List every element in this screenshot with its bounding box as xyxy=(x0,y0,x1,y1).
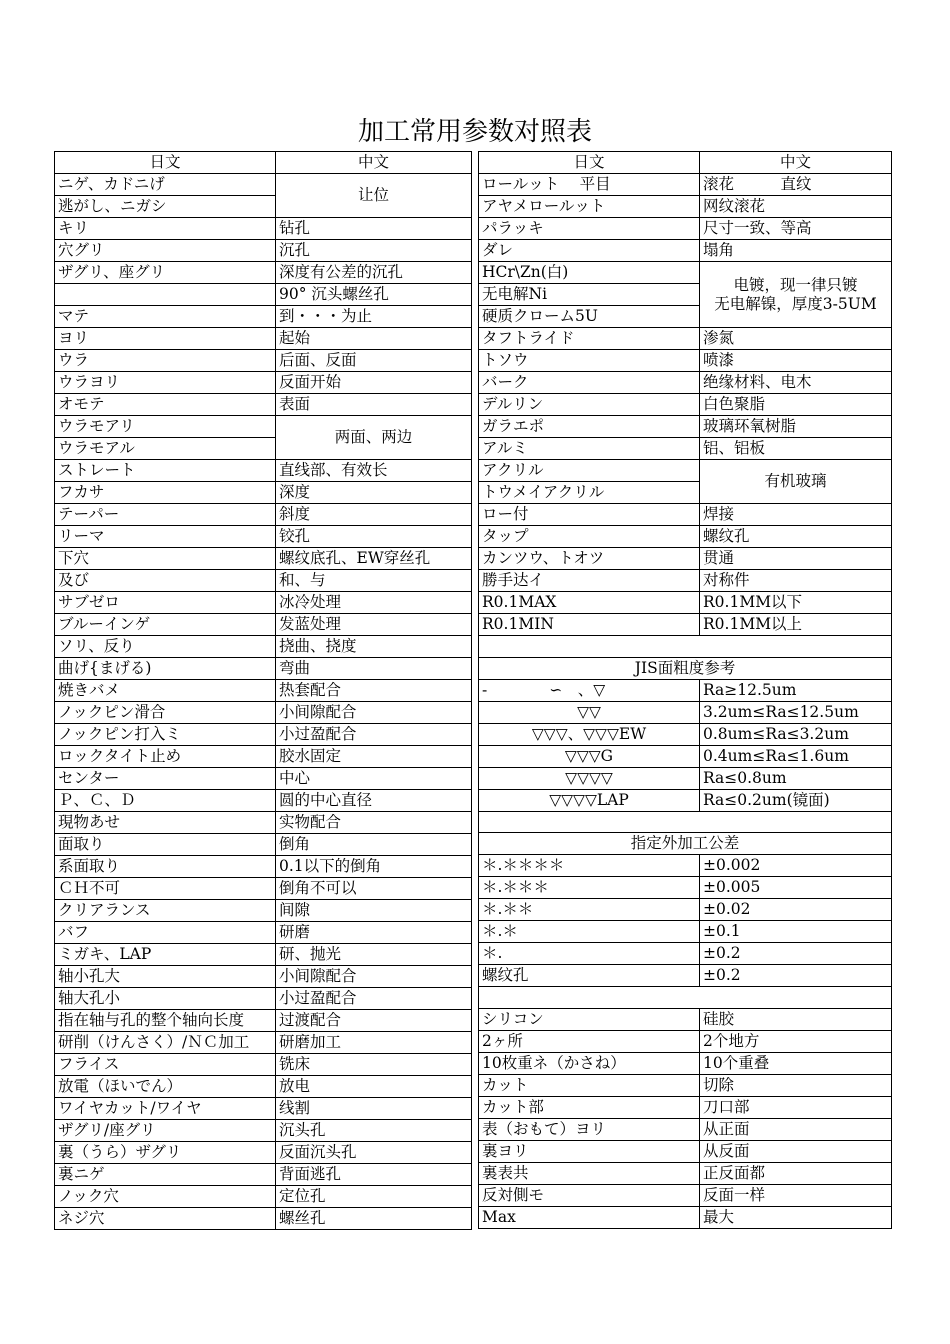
table-row xyxy=(479,174,892,196)
cn-term-cell: 铝、铝板 xyxy=(700,438,892,460)
table-row xyxy=(55,1120,472,1142)
cn-term-cell: 线割 xyxy=(276,1098,472,1120)
cn-term-cell: 过渡配合 xyxy=(276,1010,472,1032)
tolerance-value-cell: ±0.005 xyxy=(700,877,892,899)
cn-term-cell: 发蓝处理 xyxy=(276,614,472,636)
cn-term-cell: 滚花 直纹 xyxy=(700,174,892,196)
jp-term-cell: バフ xyxy=(55,922,276,944)
cn-term-cell: 背面逃孔 xyxy=(276,1164,472,1186)
table-row xyxy=(55,350,472,372)
cn-term-cell: 刀口部 xyxy=(700,1097,892,1119)
cn-term-cell: 到・・・为止 xyxy=(276,306,472,328)
cn-term-cell: 倒角不可以 xyxy=(276,878,472,900)
spacer-row xyxy=(479,987,892,1009)
table-row xyxy=(55,394,472,416)
cn-term-cell: 热套配合 xyxy=(276,680,472,702)
table-row xyxy=(479,394,892,416)
table-row xyxy=(479,460,892,482)
tolerance-row xyxy=(479,965,892,987)
cn-term-cell: 切除 xyxy=(700,1075,892,1097)
cn-term-cell: 沉头孔 xyxy=(276,1120,472,1142)
tolerance-row xyxy=(479,877,892,899)
jp-term-cell: ブルーインゲ xyxy=(55,614,276,636)
cn-term-cell: 从反面 xyxy=(700,1141,892,1163)
jp-term-cell: ダレ xyxy=(479,240,700,262)
jp-term-cell: リーマ xyxy=(55,526,276,548)
cn-term-cell: 中心 xyxy=(276,768,472,790)
jp-term-cell: ニゲ、カドニげ xyxy=(55,174,276,196)
jp-term-cell: 現物あせ xyxy=(55,812,276,834)
table-row xyxy=(479,614,892,636)
table-row xyxy=(479,570,892,592)
cn-term-cell: 让位 xyxy=(276,174,472,218)
table-row xyxy=(55,504,472,526)
table-row xyxy=(55,900,472,922)
table-row xyxy=(55,702,472,724)
table-row xyxy=(55,482,472,504)
table-row xyxy=(55,1032,472,1054)
empty-cell xyxy=(479,987,892,1009)
jp-term-cell: フライス xyxy=(55,1054,276,1076)
table-row xyxy=(479,1141,892,1163)
jp-term-cell: キリ xyxy=(55,218,276,240)
table-row xyxy=(479,1097,892,1119)
jp-term-cell: ストレート xyxy=(55,460,276,482)
cn-term-cell: 两面、两边 xyxy=(276,416,472,460)
jp-term-cell: シリコン xyxy=(479,1009,700,1031)
empty-cell xyxy=(479,811,892,833)
cn-term-cell: 铰孔 xyxy=(276,526,472,548)
jp-term-cell: テーパー xyxy=(55,504,276,526)
table-row xyxy=(55,1054,472,1076)
jp-term-cell: 裏表共 xyxy=(479,1163,700,1185)
roughness-row xyxy=(479,767,892,789)
jp-term-cell: ザグリ、座グリ xyxy=(55,262,276,284)
jp-term-cell: 裏（うら）ザグリ xyxy=(55,1142,276,1164)
jp-term-cell: 反対側モ xyxy=(479,1185,700,1207)
table-row xyxy=(55,240,472,262)
jp-term-cell: 逃がし、ニガシ xyxy=(55,196,276,218)
section-title-row xyxy=(479,657,892,679)
jp-term-cell: HCr\Zn(白) xyxy=(479,262,700,284)
table-row xyxy=(55,878,472,900)
table-row xyxy=(55,790,472,812)
jp-term-cell: ノック穴 xyxy=(55,1186,276,1208)
cn-term-cell: 直线部、有效长 xyxy=(276,460,472,482)
table-row xyxy=(55,680,472,702)
jp-term-cell: ウラ xyxy=(55,350,276,372)
tolerance-row xyxy=(479,899,892,921)
table-row xyxy=(55,1076,472,1098)
table-row xyxy=(55,262,472,284)
header-row xyxy=(55,152,472,174)
table-row xyxy=(55,1010,472,1032)
cn-term-cell: 贯通 xyxy=(700,548,892,570)
jp-term-cell: 表（おもて）ヨリ xyxy=(479,1119,700,1141)
cn-term-cell: 最大 xyxy=(700,1207,892,1229)
table-row xyxy=(55,812,472,834)
cn-term-cell: 冰冷处理 xyxy=(276,592,472,614)
jp-term-cell: タップ xyxy=(479,526,700,548)
table-row xyxy=(479,1031,892,1053)
jp-term-cell: 研削（けんさく）/ＮＣ加工 xyxy=(55,1032,276,1054)
jp-term-cell: 裏ニゲ xyxy=(55,1164,276,1186)
roughness-value-cell: 3.2um≤Ra≤12.5um xyxy=(700,701,892,723)
cn-term-cell: 2个地方 xyxy=(700,1031,892,1053)
jp-term-cell: ノックピン打入ミ xyxy=(55,724,276,746)
jp-term-cell: オモテ xyxy=(55,394,276,416)
jp-term-cell: 面取り xyxy=(55,834,276,856)
column-header-cn: 中文 xyxy=(700,152,892,174)
jp-term-cell: アルミ xyxy=(479,438,700,460)
cn-term-cell: 倒角 xyxy=(276,834,472,856)
jp-term-cell: フカサ xyxy=(55,482,276,504)
jp-term-cell: トウメイアクリル xyxy=(479,482,700,504)
table-row xyxy=(55,1142,472,1164)
table-row xyxy=(479,438,892,460)
jp-term-cell: R0.1MIN xyxy=(479,614,700,636)
roughness-title: JIS面粗度参考 xyxy=(479,657,892,679)
table-row xyxy=(55,856,472,878)
cn-term-cell: 后面、反面 xyxy=(276,350,472,372)
cn-term-cell: 圆的中心直径 xyxy=(276,790,472,812)
cn-term-cell: 10个重叠 xyxy=(700,1053,892,1075)
tolerance-value-cell: ±0.1 xyxy=(700,921,892,943)
right-table xyxy=(478,151,892,1229)
cn-term-cell: 0.1以下的倒角 xyxy=(276,856,472,878)
cn-term-cell: 喷漆 xyxy=(700,350,892,372)
column-header-jp: 日文 xyxy=(479,152,700,174)
jp-term-cell: R0.1MAX xyxy=(479,592,700,614)
roughness-value-cell: Ra≥12.5um xyxy=(700,679,892,701)
jp-term-cell: バーク xyxy=(479,372,700,394)
cn-term-cell: 间隙 xyxy=(276,900,472,922)
table-row xyxy=(55,372,472,394)
cn-term-cell: 钻孔 xyxy=(276,218,472,240)
table-row xyxy=(55,592,472,614)
table-row xyxy=(479,350,892,372)
tolerance-value-cell: ±0.2 xyxy=(700,943,892,965)
cn-term-cell: 胶水固定 xyxy=(276,746,472,768)
jp-term-cell: 裏ヨリ xyxy=(479,1141,700,1163)
roughness-symbol-cell: ▽▽▽、▽▽▽EW xyxy=(479,723,700,745)
roughness-value-cell: Ra≤0.8um xyxy=(700,767,892,789)
jp-term-cell: ノックピン滑合 xyxy=(55,702,276,724)
cn-term-cell: 深度有公差的沉孔 xyxy=(276,262,472,284)
cn-term-cell: 从正面 xyxy=(700,1119,892,1141)
table-row xyxy=(479,262,892,284)
tolerance-title: 指定外加工公差 xyxy=(479,833,892,855)
table-row xyxy=(55,988,472,1010)
table-row xyxy=(479,240,892,262)
jp-term-cell: トソウ xyxy=(479,350,700,372)
jp-term-cell: ウラモアリ xyxy=(55,416,276,438)
cn-term-cell: 反面沉头孔 xyxy=(276,1142,472,1164)
jp-term-cell: マテ xyxy=(55,306,276,328)
jp-term-cell: ソリ、反り xyxy=(55,636,276,658)
roughness-row xyxy=(479,701,892,723)
column-header-cn: 中文 xyxy=(276,152,472,174)
cn-term-cell: 研磨加工 xyxy=(276,1032,472,1054)
tolerance-value-cell: ±0.2 xyxy=(700,965,892,987)
cn-term-cell: 硅胶 xyxy=(700,1009,892,1031)
table-row xyxy=(479,416,892,438)
table-row xyxy=(55,636,472,658)
cn-term-cell: 网纹滚花 xyxy=(700,196,892,218)
cn-term-cell: 玻璃环氧树脂 xyxy=(700,416,892,438)
cn-term-cell: 反面一样 xyxy=(700,1185,892,1207)
table-row xyxy=(479,504,892,526)
cn-term-cell: 挠曲、挠度 xyxy=(276,636,472,658)
table-row xyxy=(55,328,472,350)
table-row xyxy=(55,174,472,196)
table-row xyxy=(55,834,472,856)
table-row xyxy=(55,614,472,636)
cn-term-cell: R0.1MM以下 xyxy=(700,592,892,614)
tolerance-format-cell: ＊. xyxy=(479,943,700,965)
jp-term-cell: ワイヤカット/ワイヤ xyxy=(55,1098,276,1120)
table-row xyxy=(55,416,472,438)
jp-term-cell: ミガキ、LAP xyxy=(55,944,276,966)
cn-term-cell: 小过盈配合 xyxy=(276,988,472,1010)
table-row xyxy=(55,922,472,944)
jp-term-cell: 曲げ{まげる) xyxy=(55,658,276,680)
table-row xyxy=(479,1009,892,1031)
jp-term-cell: カンツウ、トオツ xyxy=(479,548,700,570)
jp-term-cell: タフトライド xyxy=(479,328,700,350)
jp-term-cell: アヤメロールット xyxy=(479,196,700,218)
table-row xyxy=(479,218,892,240)
cn-term-cell: 弯曲 xyxy=(276,658,472,680)
tolerance-format-cell: ＊.＊＊ xyxy=(479,899,700,921)
table-row xyxy=(55,460,472,482)
left-table xyxy=(54,151,472,1230)
tolerance-format-cell: 螺纹孔 xyxy=(479,965,700,987)
roughness-row xyxy=(479,679,892,701)
cn-term-cell: 和、与 xyxy=(276,570,472,592)
cn-term-cell: 沉孔 xyxy=(276,240,472,262)
table-row xyxy=(55,746,472,768)
page-title: 加工常用参数对照表 xyxy=(357,117,592,147)
table-row xyxy=(479,1185,892,1207)
table-row xyxy=(55,724,472,746)
table-row xyxy=(479,526,892,548)
table-row xyxy=(479,1053,892,1075)
table-row xyxy=(479,1163,892,1185)
cn-term-cell: 研磨 xyxy=(276,922,472,944)
jp-term-cell: 放電（ほいでん） xyxy=(55,1076,276,1098)
jp-term-cell: ウラモアル xyxy=(55,438,276,460)
cn-term-cell: 表面 xyxy=(276,394,472,416)
roughness-row xyxy=(479,789,892,811)
cn-term-cell: R0.1MM以上 xyxy=(700,614,892,636)
roughness-row xyxy=(479,723,892,745)
jp-term-cell: パラッキ xyxy=(479,218,700,240)
jp-term-cell: ロールット 平目 xyxy=(479,174,700,196)
jp-term-cell: 及び xyxy=(55,570,276,592)
cn-term-cell: 实物配合 xyxy=(276,812,472,834)
table-row xyxy=(479,328,892,350)
table-row xyxy=(55,1186,472,1208)
jp-term-cell: 下穴 xyxy=(55,548,276,570)
table-row xyxy=(55,218,472,240)
empty-cell xyxy=(479,636,892,658)
jp-term-cell: デルリン xyxy=(479,394,700,416)
cn-term-cell: 正反面都 xyxy=(700,1163,892,1185)
jp-term-cell: 轴大孔小 xyxy=(55,988,276,1010)
spacer-row xyxy=(479,636,892,658)
tolerance-format-cell: ＊.＊＊＊＊ xyxy=(479,855,700,877)
section-title-row xyxy=(479,833,892,855)
jp-term-cell: ロー付 xyxy=(479,504,700,526)
table-row xyxy=(479,372,892,394)
jp-term-cell: 无电解Ni xyxy=(479,284,700,306)
table-row xyxy=(55,526,472,548)
jp-term-cell: ネジ穴 xyxy=(55,1208,276,1230)
table-row xyxy=(55,1098,472,1120)
cn-term-cell: 焊接 xyxy=(700,504,892,526)
cn-term-cell: 对称件 xyxy=(700,570,892,592)
table-row xyxy=(55,658,472,680)
roughness-symbol-cell: ▽▽▽▽LAP xyxy=(479,789,700,811)
cn-term-cell: 有机玻璃 xyxy=(700,460,892,504)
roughness-row xyxy=(479,745,892,767)
jp-term-cell: ウラヨリ xyxy=(55,372,276,394)
table-row xyxy=(479,548,892,570)
table-row xyxy=(479,1119,892,1141)
cn-term-cell: 研、抛光 xyxy=(276,944,472,966)
jp-term-cell: センター xyxy=(55,768,276,790)
table-row xyxy=(55,548,472,570)
cn-term-cell: 小间隙配合 xyxy=(276,702,472,724)
table-row xyxy=(479,592,892,614)
table-row xyxy=(55,284,472,306)
cn-term-cell: 起始 xyxy=(276,328,472,350)
jp-term-cell: ヨリ xyxy=(55,328,276,350)
cn-term-cell: 小过盈配合 xyxy=(276,724,472,746)
cn-term-cell: 电镀，现一律只镀 无电解镍，厚度3-5UM xyxy=(700,262,892,328)
table-row xyxy=(55,570,472,592)
table-row xyxy=(55,306,472,328)
cn-term-cell: 90° 沉头螺丝孔 xyxy=(276,284,472,306)
tolerance-row xyxy=(479,921,892,943)
table-row xyxy=(55,966,472,988)
header-row xyxy=(479,152,892,174)
table-row xyxy=(479,196,892,218)
jp-term-cell: 穴グリ xyxy=(55,240,276,262)
cn-term-cell: 白色聚脂 xyxy=(700,394,892,416)
table-row xyxy=(55,944,472,966)
cn-term-cell: 放电 xyxy=(276,1076,472,1098)
table-row xyxy=(55,1164,472,1186)
jp-term-cell: ザグリ/座グリ xyxy=(55,1120,276,1142)
cn-term-cell: 螺丝孔 xyxy=(276,1208,472,1230)
tolerance-value-cell: ±0.002 xyxy=(700,855,892,877)
roughness-symbol-cell: ▽▽▽G xyxy=(479,745,700,767)
jp-term-cell: カット xyxy=(479,1075,700,1097)
roughness-symbol-cell: - ∽ 、▽ xyxy=(479,679,700,701)
jp-term-cell: 勝手达イ xyxy=(479,570,700,592)
jp-term-cell: 轴小孔大 xyxy=(55,966,276,988)
cn-term-cell: 渗氮 xyxy=(700,328,892,350)
tolerance-format-cell: ＊.＊＊＊ xyxy=(479,877,700,899)
roughness-symbol-cell: ▽▽▽▽ xyxy=(479,767,700,789)
tolerance-row xyxy=(479,943,892,965)
jp-term-cell: 系面取り xyxy=(55,856,276,878)
cn-term-cell: 尺寸一致、等高 xyxy=(700,218,892,240)
cn-term-cell: 定位孔 xyxy=(276,1186,472,1208)
roughness-symbol-cell: ▽▽ xyxy=(479,701,700,723)
tolerance-format-cell: ＊.＊ xyxy=(479,921,700,943)
spacer-row xyxy=(479,811,892,833)
cn-term-cell: 斜度 xyxy=(276,504,472,526)
jp-term-cell: 10枚重ネ（かさね） xyxy=(479,1053,700,1075)
cn-term-cell: 反面开始 xyxy=(276,372,472,394)
jp-term-cell: ガラエポ xyxy=(479,416,700,438)
jp-term-cell: サブゼロ xyxy=(55,592,276,614)
roughness-value-cell: 0.8um≤Ra≤3.2um xyxy=(700,723,892,745)
tolerance-value-cell: ±0.02 xyxy=(700,899,892,921)
table-row xyxy=(55,1208,472,1230)
jp-term-cell: アクリル xyxy=(479,460,700,482)
jp-term-cell: 指在轴与孔的整个轴向长度 xyxy=(55,1010,276,1032)
tolerance-row xyxy=(479,855,892,877)
jp-term-cell xyxy=(55,284,276,306)
cn-term-cell: 螺纹底孔、EW穿丝孔 xyxy=(276,548,472,570)
cn-term-cell: 塌角 xyxy=(700,240,892,262)
cn-term-cell: 绝缘材料、电木 xyxy=(700,372,892,394)
roughness-value-cell: 0.4um≤Ra≤1.6um xyxy=(700,745,892,767)
table-row xyxy=(55,768,472,790)
cn-term-cell: 铣床 xyxy=(276,1054,472,1076)
table-row xyxy=(479,1075,892,1097)
cn-term-cell: 深度 xyxy=(276,482,472,504)
jp-term-cell: Ｐ、Ｃ、Ｄ xyxy=(55,790,276,812)
jp-term-cell: カット部 xyxy=(479,1097,700,1119)
jp-term-cell: 硬质クローム5U xyxy=(479,306,700,328)
jp-term-cell: 焼きバメ xyxy=(55,680,276,702)
jp-term-cell: クリアランス xyxy=(55,900,276,922)
jp-term-cell: ＣＨ不可 xyxy=(55,878,276,900)
jp-term-cell: ロックタイト止め xyxy=(55,746,276,768)
table-row xyxy=(479,1207,892,1229)
jp-term-cell: Max xyxy=(479,1207,700,1229)
cn-term-cell: 小间隙配合 xyxy=(276,966,472,988)
cn-term-cell: 螺纹孔 xyxy=(700,526,892,548)
roughness-value-cell: Ra≤0.2um(镜面) xyxy=(700,789,892,811)
column-header-jp: 日文 xyxy=(55,152,276,174)
jp-term-cell: 2ヶ所 xyxy=(479,1031,700,1053)
